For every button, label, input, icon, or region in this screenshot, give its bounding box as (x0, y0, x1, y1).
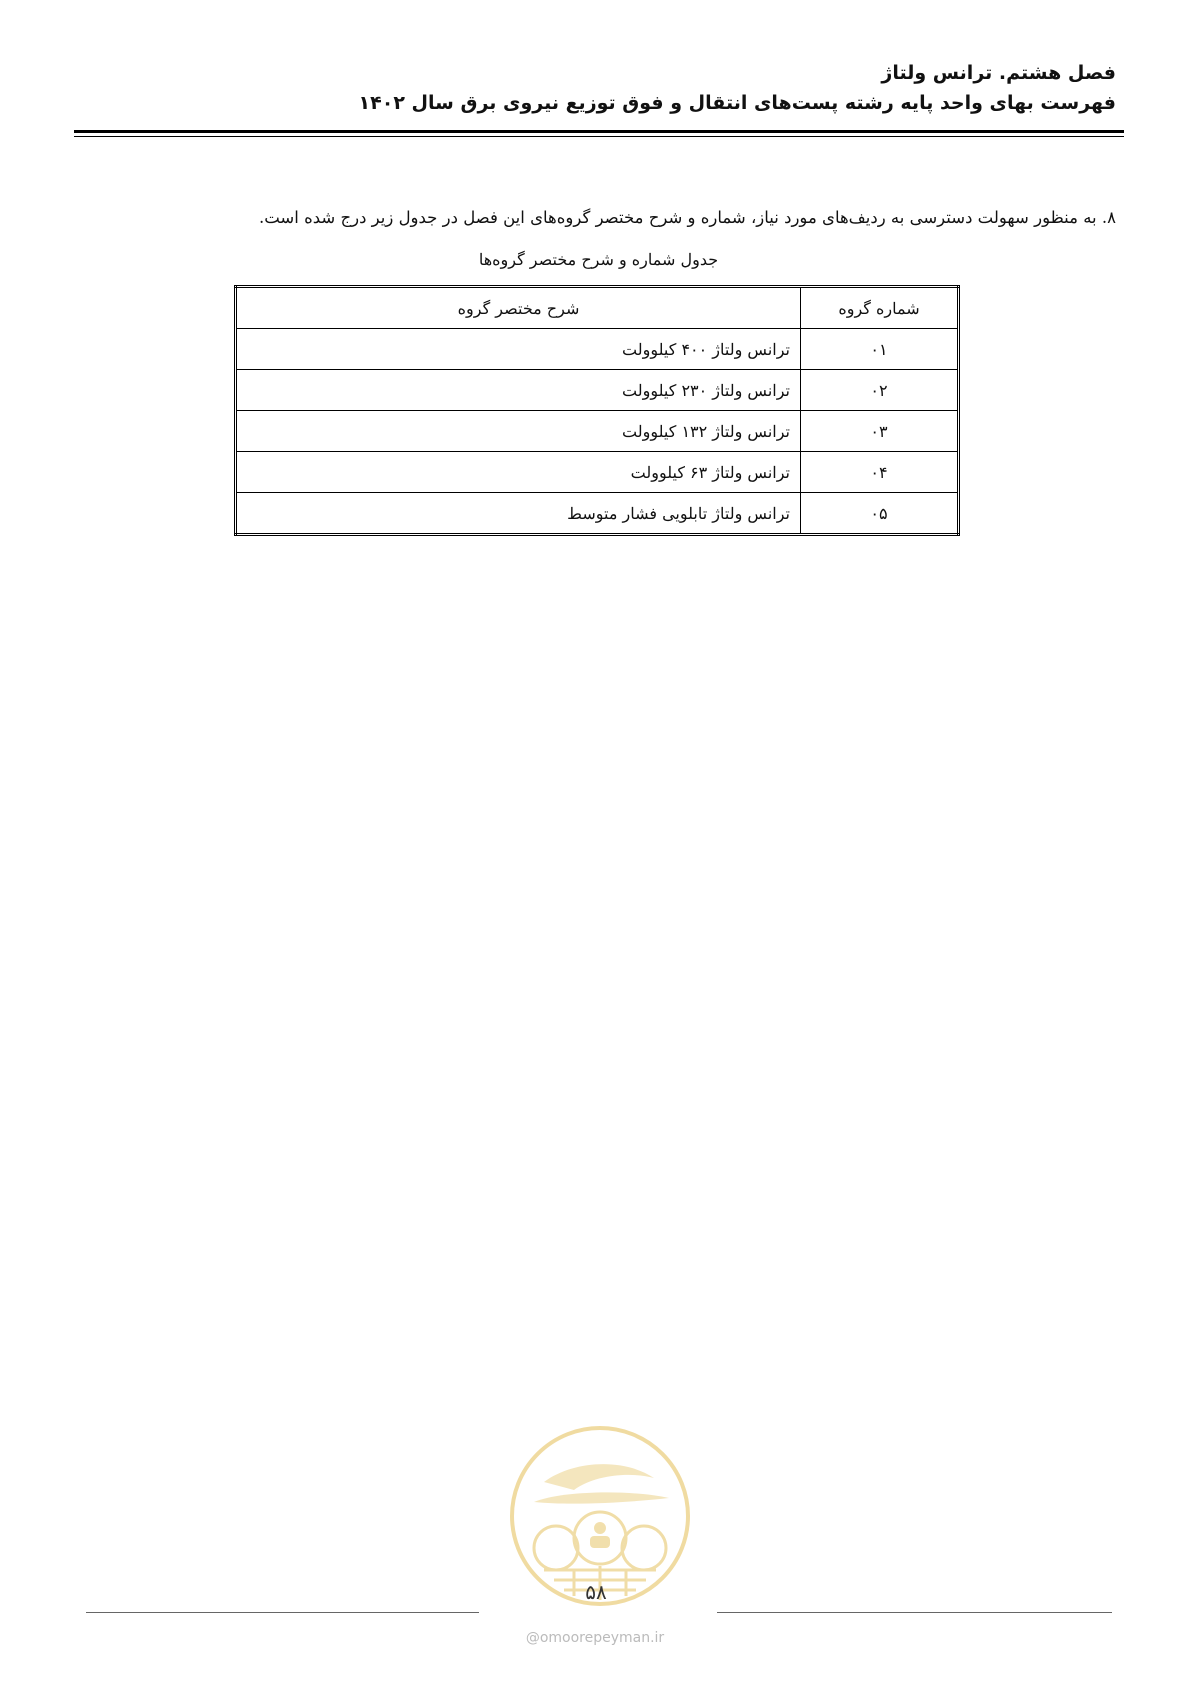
group-number-cell: ۰۳ (801, 411, 959, 452)
explanatory-note: ۸. به منظور سهولت دسترسی به ردیف‌های مورد نیاز، شماره و شرح مختصر گروه‌های این فصل در جدول زیر درج شده است. (258, 208, 1116, 227)
document-title: فهرست بهای واحد پایه رشته پست‌های انتقال و فوق توزیع نیروی برق سال ۱۴۰۲ (358, 92, 1116, 114)
header-group-number: شماره گروه (801, 287, 959, 329)
table-header-row (236, 287, 959, 329)
page-number: ۵۸ (585, 1580, 607, 1604)
group-description-cell: ترانس ولتاژ ۴۰۰ کیلوولت (236, 329, 801, 370)
footer-rule-right (717, 1612, 1112, 1613)
footer-rule-left (86, 1612, 479, 1613)
header-rule-thick (74, 130, 1124, 133)
group-description-cell: ترانس ولتاژ ۲۳۰ کیلوولت (236, 370, 801, 411)
header-group-description: شرح مختصر گروه (236, 287, 801, 329)
group-number-cell: ۰۲ (801, 370, 959, 411)
table-row (236, 329, 959, 370)
group-description-cell: ترانس ولتاژ ۱۳۲ کیلوولت (236, 411, 801, 452)
table-row (236, 411, 959, 452)
group-description-cell: ترانس ولتاژ تابلویی فشار متوسط (236, 493, 801, 535)
group-description-cell: ترانس ولتاژ ۶۳ کیلوولت (236, 452, 801, 493)
page-header (66, 58, 1116, 118)
table-row (236, 370, 959, 411)
group-table (234, 285, 960, 536)
group-number-cell: ۰۵ (801, 493, 959, 535)
table-row (236, 493, 959, 535)
group-number-cell: ۰۱ (801, 329, 959, 370)
table-caption: جدول شماره و شرح مختصر گروه‌ها (478, 250, 719, 269)
header-rule-thin (74, 136, 1124, 137)
website-watermark: @omoorepeyman.ir (525, 1630, 665, 1646)
chapter-title: فصل هشتم. ترانس ولتاژ (881, 62, 1116, 84)
table-row (236, 452, 959, 493)
group-number-cell: ۰۴ (801, 452, 959, 493)
